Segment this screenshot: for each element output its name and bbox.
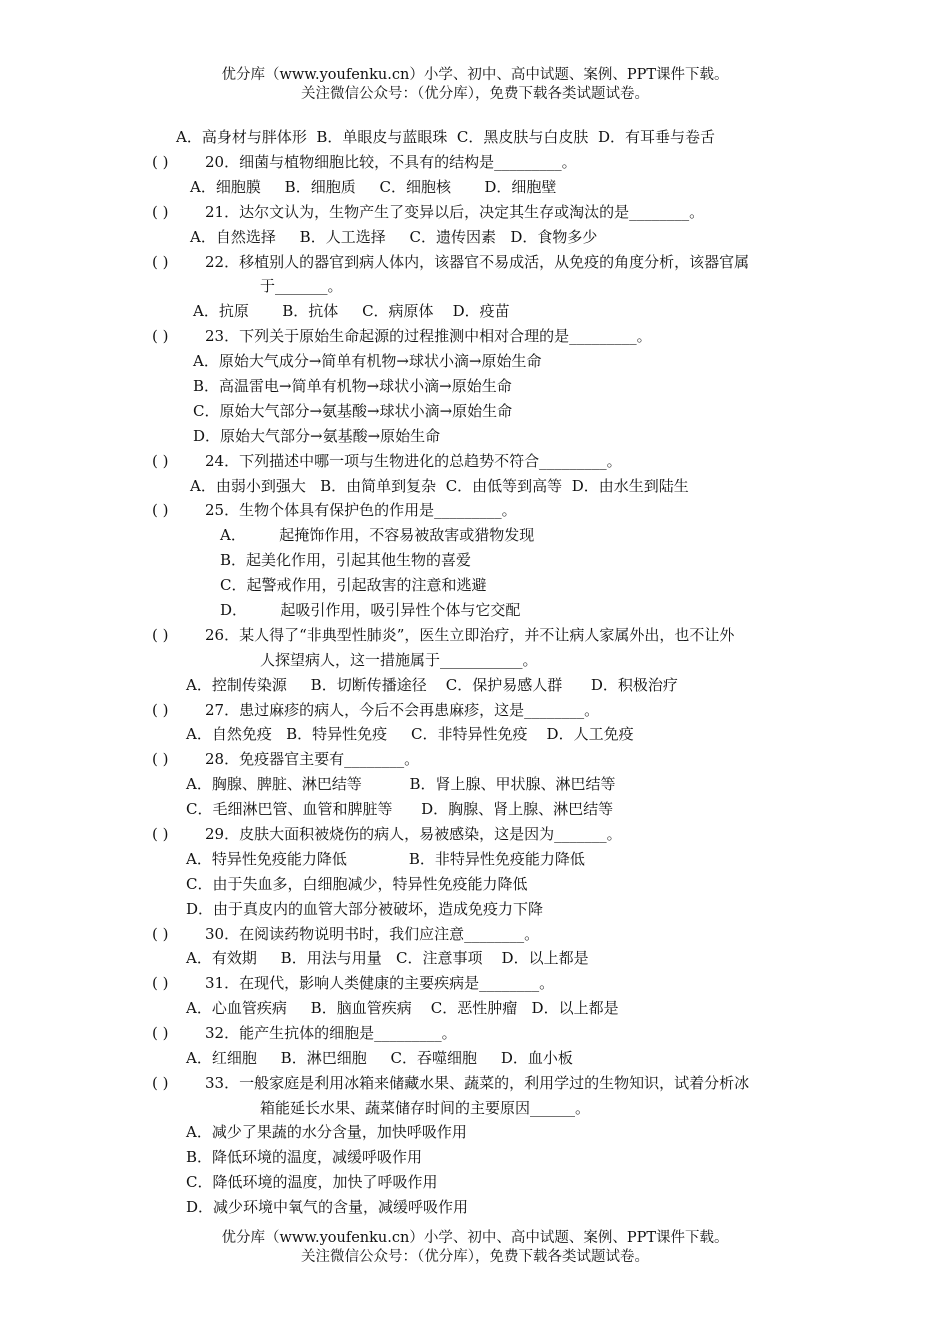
- q27-question: 27．患过麻疹的病人，今后不会再患麻疹，这是________。: [205, 701, 600, 719]
- q25-question: 25．生物个体具有保护色的作用是_________。: [205, 501, 517, 519]
- q23-option-b: B．高温雷电→简单有机物→球状小滴→原始生命: [193, 377, 512, 395]
- q27-options: A．自然免疫 B．特异性免疫 C．非特异性免疫 D．人工免疫: [186, 725, 634, 743]
- header-line-1: 优分库（www.youfenku.cn）小学、初中、高中试题、案例、PPT课件下载。: [221, 67, 729, 83]
- q26-options: A．控制传染源 B．切断传播途径 C．保护易感人群 D．积极治疗: [186, 676, 678, 694]
- q28-question: 28．免疫器官主要有________。: [205, 750, 420, 768]
- page-footer: [0, 1229, 950, 1267]
- q33-question-cont: 箱能延长水果、蔬菜储存时间的主要原因______。: [260, 1099, 591, 1117]
- footer-line-2: 关注微信公众号：（优分库），免费下载各类试题试卷。: [301, 1249, 649, 1265]
- q22-answer-paren: ( ): [152, 253, 169, 271]
- q23-question: 23．下列关于原始生命起源的过程推测中相对合理的是_________。: [205, 327, 652, 345]
- q23-option-c: C．原始大气部分→氨基酸→球状小滴→原始生命: [193, 402, 513, 420]
- q20-question: 20．细菌与植物细胞比较，不具有的结构是_________。: [205, 153, 577, 171]
- q32-question: 32．能产生抗体的细胞是_________。: [205, 1024, 457, 1042]
- q20-options: A．细胞膜 B．细胞质 C．细胞核 D．细胞壁: [190, 178, 557, 196]
- q25-answer-paren: ( ): [152, 501, 169, 519]
- q22-question-cont: 于_______。: [260, 277, 343, 295]
- q22-options: A．抗原 B．抗体 C．病原体 D．疫苗: [193, 302, 510, 320]
- q26-answer-paren: ( ): [152, 626, 169, 644]
- q31-options: A．心血管疾病 B．脑血管疾病 C．恶性肿瘤 D．以上都是: [186, 999, 619, 1017]
- q24-question: 24．下列描述中哪一项与生物进化的总趋势不符合_________。: [205, 452, 622, 470]
- q25-option-d: D． 起吸引作用，吸引异性个体与它交配: [220, 601, 521, 619]
- q33-option-d: D．减少环境中氧气的含量，减缓呼吸作用: [186, 1198, 469, 1216]
- q25-option-b: B．起美化作用，引起其他生物的喜爱: [220, 551, 472, 569]
- q33-answer-paren: ( ): [152, 1074, 169, 1092]
- q19-options: A．高身材与胖体形 B．单眼皮与蓝眼珠 C．黑皮肤与白皮肤 D．有耳垂与卷舌: [176, 128, 715, 146]
- q33-question: 33．一般家庭是利用冰箱来储藏水果、蔬菜的，利用学过的生物知识，试着分析冰: [205, 1074, 750, 1092]
- q25-option-a: A． 起掩饰作用，不容易被敌害或猎物发现: [220, 526, 535, 544]
- q30-answer-paren: ( ): [152, 925, 169, 943]
- q22-question: 22．移植别人的器官到病人体内，该器官不易成活，从免疫的角度分析，该器官属: [205, 253, 750, 271]
- header-line-2: 关注微信公众号：（优分库），免费下载各类试题试卷。: [301, 86, 649, 102]
- q29-options-ab: A．特异性免疫能力降低 B．非特异性免疫能力降低: [186, 850, 585, 868]
- q26-question: 26．某人得了“非典型性肺炎”，医生立即治疗，并不让病人家属外出，也不让外: [205, 626, 735, 644]
- footer-line-1: 优分库（www.youfenku.cn）小学、初中、高中试题、案例、PPT课件下载。: [221, 1230, 729, 1246]
- q29-question: 29．皮肤大面积被烧伤的病人，易被感染，这是因为_______。: [205, 825, 622, 843]
- q31-answer-paren: ( ): [152, 974, 169, 992]
- q21-options: A．自然选择 B．人工选择 C．遗传因素 D．食物多少: [190, 228, 598, 246]
- q21-answer-paren: ( ): [152, 203, 169, 221]
- q33-option-b: B．降低环境的温度，减缓呼吸作用: [186, 1148, 423, 1166]
- q29-option-d: D．由于真皮内的血管大部分被破坏，造成免疫力下降: [186, 900, 544, 918]
- q32-options: A．红细胞 B．淋巴细胞 C．吞噬细胞 D．血小板: [186, 1049, 573, 1067]
- q30-question: 30．在阅读药物说明书时，我们应注意________。: [205, 925, 540, 943]
- q20-answer-paren: ( ): [152, 153, 169, 171]
- q23-option-d: D．原始大气部分→氨基酸→原始生命: [193, 427, 441, 445]
- q24-answer-paren: ( ): [152, 452, 169, 470]
- q25-option-c: C．起警戒作用，引起敌害的注意和逃避: [220, 576, 487, 594]
- q23-option-a: A．原始大气成分→简单有机物→球状小滴→原始生命: [193, 352, 542, 370]
- q26-question-cont: 人探望病人，这一措施属于___________。: [260, 651, 538, 669]
- q24-options: A．由弱小到强大 B．由简单到复杂 C．由低等到高等 D．由水生到陆生: [190, 477, 689, 495]
- q27-answer-paren: ( ): [152, 701, 169, 719]
- q33-option-a: A．减少了果蔬的水分含量，加快呼吸作用: [186, 1123, 467, 1141]
- q29-option-c: C．由于失血多，白细胞减少，特异性免疫能力降低: [186, 875, 528, 893]
- q31-question: 31．在现代，影响人类健康的主要疾病是________。: [205, 974, 555, 992]
- q23-answer-paren: ( ): [152, 327, 169, 345]
- q32-answer-paren: ( ): [152, 1024, 169, 1042]
- q28-options-ab: A．胸腺、脾脏、淋巴结等 B．肾上腺、甲状腺、淋巴结等: [186, 775, 616, 793]
- q33-option-c: C．降低环境的温度，加快了呼吸作用: [186, 1173, 438, 1191]
- q29-answer-paren: ( ): [152, 825, 169, 843]
- q21-question: 21．达尔文认为，生物产生了变异以后，决定其生存或淘汰的是________。: [205, 203, 705, 221]
- q30-options: A．有效期 B．用法与用量 C．注意事项 D．以上都是: [186, 949, 589, 967]
- page-header: [0, 66, 950, 104]
- q28-answer-paren: ( ): [152, 750, 169, 768]
- q28-options-cd: C．毛细淋巴管、血管和脾脏等 D．胸腺、肾上腺、淋巴结等: [186, 800, 614, 818]
